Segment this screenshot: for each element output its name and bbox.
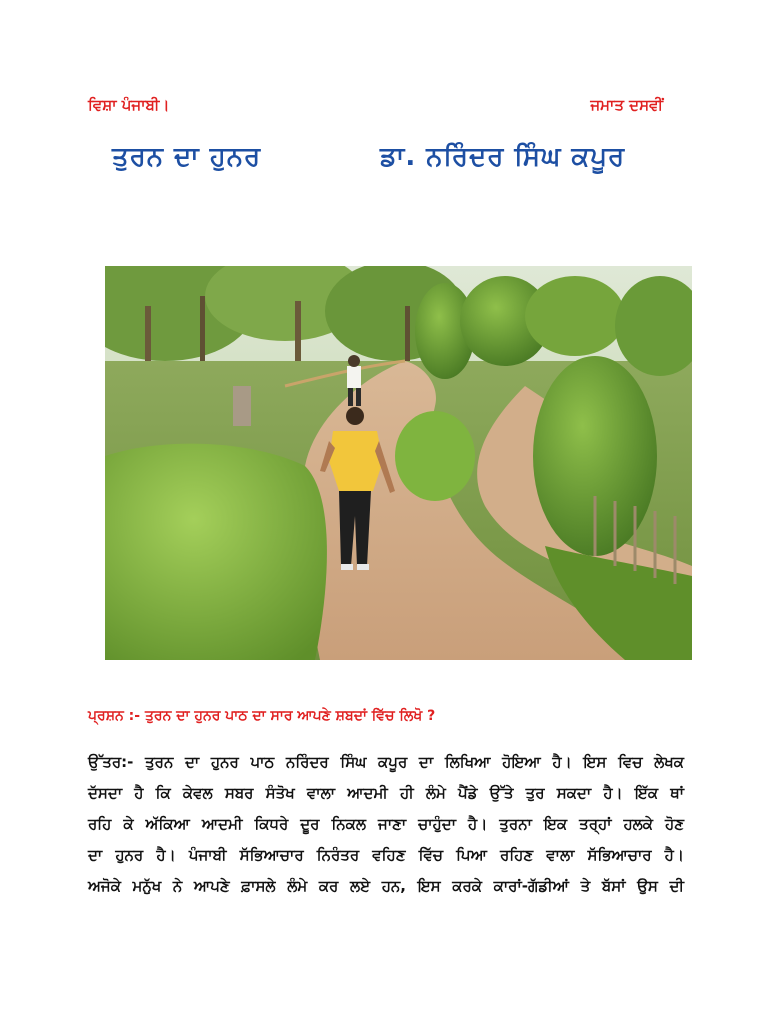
- class-label: ਜਮਾਤ ਦਸਵੀਂ: [590, 96, 663, 114]
- question-text: ਪ੍ਰਸ਼ਨ :- ਤੁਰਨ ਦਾ ਹੁਨਰ ਪਾਠ ਦਾ ਸਾਰ ਆਪਣੇ ਸ਼ਬਦਾਂ ਵਿੱਚ ਲਿਖੋ ?: [88, 708, 436, 724]
- lesson-title: ਤੁਰਨ ਦਾ ਹੁਨਰ: [112, 142, 262, 172]
- answer-line: ਦਾ ਹੁਨਰ ਹੈ। ਪੰਜਾਬੀ ਸੱਭਿਆਚਾਰ ਨਿਰੰਤਰ ਵਹਿਣ ਵਿੱਚ ਪਿਆ ਰਹਿਣ ਵਾਲਾ ਸੱਭਿਆਚਾਰ ਹੈ।: [88, 846, 684, 864]
- park-walking-photo: [105, 266, 692, 660]
- answer-line: ਉੱਤਰ:- ਤੁਰਨ ਦਾ ਹੁਨਰ ਪਾਠ ਨਰਿੰਦਰ ਸਿੰਘ ਕਪੂਰ ਦਾ ਲਿਖਿਆ ਹੋਇਆ ਹੈ। ਇਸ ਵਿਚ ਲੇਖਕ: [88, 753, 684, 771]
- answer-paragraph: [88, 747, 684, 902]
- answer-line: ਰਹਿ ਕੇ ਅੱਕਿਆ ਆਦਮੀ ਕਿਧਰੇ ਦੂਰ ਨਿਕਲ ਜਾਣਾ ਚਾਹੁੰਦਾ ਹੈ। ਤੁਰਨਾ ਇਕ ਤਰ੍ਹਾਂ ਹਲਕੇ ਹੋਣ: [88, 815, 684, 833]
- subject-label: ਵਿਸ਼ਾ ਪੰਜਾਬੀ।: [88, 96, 170, 114]
- answer-line: ਅਜੋਕੇ ਮਨੁੱਖ ਨੇ ਆਪਣੇ ਫ਼ਾਸਲੇ ਲੰਮੇ ਕਰ ਲਏ ਹਨ, ਇਸ ਕਰਕੇ ਕਾਰਾਂ-ਗੱਡੀਆਂ ਤੇ ਬੱਸਾਂ ਉਸ ਦੀ: [88, 877, 684, 895]
- author-name: ਡਾ. ਨਰਿੰਦਰ ਸਿੰਘ ਕਪੂਰ: [380, 142, 626, 172]
- answer-line: ਦੱਸਦਾ ਹੈ ਕਿ ਕੇਵਲ ਸਬਰ ਸੰਤੋਖ ਵਾਲਾ ਆਦਮੀ ਹੀ ਲੰਮੇ ਪੈਂਡੇ ਉੱਤੇ ਤੁਰ ਸਕਦਾ ਹੈ। ਇੱਕ ਥਾਂ: [88, 784, 684, 802]
